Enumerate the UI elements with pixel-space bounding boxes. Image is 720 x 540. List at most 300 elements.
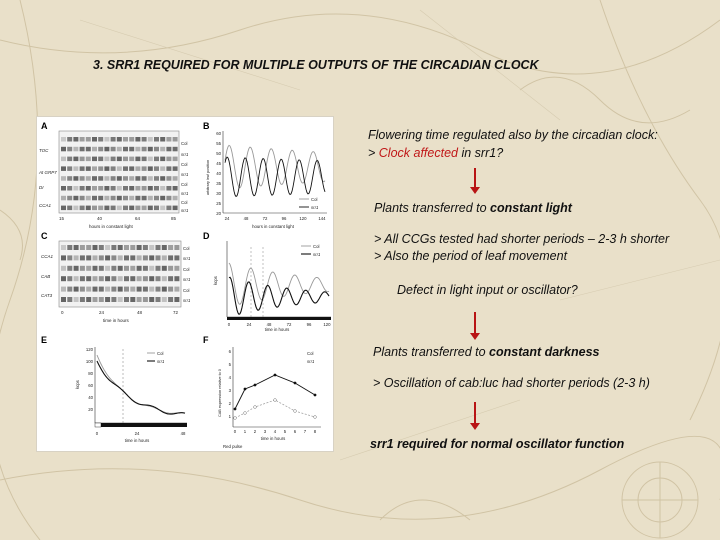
blot-band: [61, 157, 66, 162]
blot-band: [111, 186, 116, 191]
panel-e-xtick: 0: [95, 431, 99, 436]
note-clock-question: [368, 146, 503, 160]
blot-band: [148, 206, 153, 211]
blot-band: [148, 137, 153, 142]
blot-band: [166, 147, 171, 152]
blot-band: [154, 196, 159, 201]
panel-f-xtick: 4: [273, 429, 277, 434]
blot-band: [74, 245, 79, 250]
blot-band: [117, 186, 122, 191]
panel-f-point: [244, 388, 247, 391]
note-prefix: >: [368, 146, 379, 160]
panel-e-ytick: 40: [88, 395, 93, 400]
blot-band: [98, 157, 103, 162]
blot-band: [105, 245, 110, 250]
blot-band: [135, 166, 140, 171]
blot-band: [135, 157, 140, 162]
note-input-or-oscillator: Defect in light input or oscillator?: [397, 283, 578, 297]
blot-band: [149, 245, 154, 250]
blot-band: [61, 147, 66, 152]
blot-band: [154, 206, 159, 211]
blot-band: [124, 266, 129, 271]
blot-band: [99, 287, 104, 292]
blot-band: [98, 186, 103, 191]
blot-band: [168, 245, 173, 250]
blot-band: [80, 297, 85, 302]
blot-band: [74, 276, 79, 281]
panel-c-tick: 72: [173, 310, 179, 315]
panel-a-lane-label: srr1: [181, 208, 189, 213]
blot-band: [80, 137, 85, 142]
panel-e-ylabel: kcps: [75, 380, 80, 389]
blot-band: [86, 157, 91, 162]
panel-c-tick: 0: [61, 310, 64, 315]
blot-band: [154, 147, 159, 152]
blot-band: [166, 176, 171, 181]
note-clock-affected: Clock affected: [378, 146, 458, 160]
panel-d-xtick: 72: [286, 322, 292, 327]
blot-band: [168, 276, 173, 281]
blot-band: [61, 186, 66, 191]
blot-band: [74, 255, 79, 260]
blot-band: [168, 297, 173, 302]
blot-band: [154, 137, 159, 142]
blot-band: [160, 186, 165, 191]
blot-band: [149, 266, 154, 271]
panel-e-xtick: 48: [180, 431, 186, 436]
panel-f-ytick: 1: [228, 414, 231, 419]
panel-f-point: [314, 416, 317, 419]
panel-label-d: D: [203, 231, 210, 241]
panel-e-legend: Col: [157, 351, 164, 356]
panel-a-tick: 64: [135, 216, 141, 221]
blot-band: [104, 166, 109, 171]
blot-band: [135, 206, 140, 211]
panel-d-legend: Col: [313, 244, 320, 249]
blot-band: [111, 147, 116, 152]
blot-band: [93, 287, 98, 292]
blot-band: [173, 196, 178, 201]
blot-band: [73, 166, 78, 171]
blot-band: [135, 137, 140, 142]
blot-band: [117, 137, 122, 142]
blot-band: [61, 206, 66, 211]
blot-band: [98, 176, 103, 181]
panel-f-xtick: 3: [263, 429, 267, 434]
panel-c-xlabel: time in hours: [103, 318, 129, 323]
panel-f-xtick: 8: [313, 429, 317, 434]
blot-band: [118, 276, 123, 281]
blot-band: [104, 206, 109, 211]
panel-f-legend: Col: [307, 351, 314, 356]
blot-band: [61, 255, 66, 260]
blot-band: [104, 176, 109, 181]
blot-band: [129, 166, 134, 171]
blot-band: [130, 245, 135, 250]
blot-band: [111, 255, 116, 260]
blot-band: [174, 245, 179, 250]
blot-band: [156, 245, 161, 250]
blot-band: [80, 245, 85, 250]
blot-band: [93, 297, 98, 302]
panel-b-xtick: 24: [224, 216, 230, 221]
panel-b-legend: Col: [311, 197, 318, 202]
blot-band: [148, 157, 153, 162]
blot-band: [111, 287, 116, 292]
blot-band: [111, 137, 116, 142]
blot-band: [73, 196, 78, 201]
blot-band: [173, 206, 178, 211]
panel-a-tick: 85: [171, 216, 177, 221]
blot-band: [124, 297, 129, 302]
panel-e-ytick: 60: [88, 383, 93, 388]
panel-d-xtick: 120: [323, 322, 331, 327]
blot-band: [80, 276, 85, 281]
blot-band: [162, 297, 167, 302]
panel-b-ytick: 20: [216, 211, 221, 216]
blot-band: [129, 137, 134, 142]
blot-band: [160, 206, 165, 211]
blot-band: [143, 297, 148, 302]
blot-band: [118, 287, 123, 292]
blot-band: [117, 206, 122, 211]
blot-band: [92, 176, 97, 181]
panel-a-lane-label: Col: [181, 200, 188, 205]
blot-band: [118, 297, 123, 302]
panel-a-tick: 40: [97, 216, 103, 221]
blot-band: [118, 245, 123, 250]
panel-c-blots: [59, 241, 181, 307]
panel-e-ytick: 120: [85, 347, 93, 352]
panel-f-point: [244, 412, 247, 415]
blot-band: [67, 245, 72, 250]
blot-band: [130, 297, 135, 302]
blot-band: [105, 287, 110, 292]
blot-band: [61, 297, 66, 302]
blot-band: [130, 255, 135, 260]
blot-band: [111, 266, 116, 271]
blot-band: [166, 166, 171, 171]
blot-band: [154, 176, 159, 181]
blot-band: [99, 266, 104, 271]
blot-band: [67, 206, 72, 211]
blot-band: [80, 196, 85, 201]
blot-band: [92, 157, 97, 162]
panel-d-xtick: 0: [227, 322, 231, 327]
slide-title: 3. SRR1 REQUIRED FOR MULTIPLE OUTPUTS OF THE CIRCADIAN CLOCK: [93, 58, 539, 72]
blot-band: [174, 266, 179, 271]
blot-band: [129, 186, 134, 191]
blot-band: [137, 276, 142, 281]
blot-band: [148, 166, 153, 171]
panel-c-tick: 24: [99, 310, 105, 315]
panel-label-c: C: [41, 231, 48, 241]
blot-band: [142, 176, 147, 181]
blot-band: [173, 137, 178, 142]
panel-c-lane-label: srr1: [183, 277, 191, 282]
blot-band: [130, 276, 135, 281]
panel-f-ytick: 4: [228, 375, 231, 380]
figure-svg: [37, 117, 333, 451]
blot-band: [156, 297, 161, 302]
blot-band: [61, 166, 66, 171]
blot-band: [67, 186, 72, 191]
blot-band: [174, 255, 179, 260]
blot-band: [143, 266, 148, 271]
blot-band: [130, 287, 135, 292]
panel-b-xtick: 48: [243, 216, 249, 221]
panel-a-row-label: DI: [39, 185, 44, 190]
blot-band: [166, 206, 171, 211]
panel-d-ylabel: kcps: [213, 276, 218, 285]
note-conclusion: srr1 required for normal oscillator function: [370, 437, 625, 451]
blot-band: [142, 186, 147, 191]
panel-b-ytick: 25: [216, 201, 221, 206]
panel-e-xlabel: time in hours: [124, 438, 150, 443]
panel-f-point: [254, 406, 257, 409]
blot-band: [86, 137, 91, 142]
blot-band: [80, 147, 85, 152]
blot-band: [160, 137, 165, 142]
blot-band: [73, 147, 78, 152]
blot-band: [86, 245, 91, 250]
blot-band: [168, 266, 173, 271]
blot-band: [156, 255, 161, 260]
panel-e-xtick: 24: [134, 431, 140, 436]
blot-band: [173, 147, 178, 152]
panel-b-legend: srr1: [311, 205, 319, 210]
panel-b-xtick: 72: [262, 216, 268, 221]
panel-f-footnote: Red pulse: [223, 444, 243, 449]
blot-band: [80, 206, 85, 211]
panel-a-lane-label: srr1: [181, 191, 189, 196]
blot-band: [111, 166, 116, 171]
panel-b-xtick: 120: [299, 216, 307, 221]
panel-b-ylabel: arbitrary leaf position: [206, 159, 210, 195]
blot-band: [154, 157, 159, 162]
panel-f-legend: srr1: [307, 359, 315, 364]
blot-band: [67, 166, 72, 171]
panel-d-legend: srr1: [313, 252, 321, 257]
blot-band: [92, 147, 97, 152]
blot-band: [80, 266, 85, 271]
blot-band: [105, 255, 110, 260]
panel-a-lane-label: srr1: [181, 172, 189, 177]
panel-b-ytick: 35: [216, 181, 221, 186]
blot-band: [67, 147, 72, 152]
blot-band: [130, 266, 135, 271]
blot-band: [104, 137, 109, 142]
blot-band: [149, 255, 154, 260]
blot-band: [93, 245, 98, 250]
blot-band: [67, 196, 72, 201]
note-shorter-periods: > All CCGs tested had shorter periods – 2-3 h shorter: [374, 232, 670, 246]
figure-panels: [36, 116, 334, 452]
panel-f-ytick: 5: [228, 362, 231, 367]
blot-band: [67, 137, 72, 142]
blot-band: [92, 137, 97, 142]
blot-band: [99, 276, 104, 281]
panel-e-legend: srr1: [157, 359, 165, 364]
blot-band: [92, 206, 97, 211]
panel-f-xtick: 5: [283, 429, 287, 434]
blot-band: [105, 297, 110, 302]
blot-band: [137, 255, 142, 260]
blot-band: [80, 186, 85, 191]
blot-band: [92, 186, 97, 191]
panel-d-xtick: 48: [266, 322, 272, 327]
blot-band: [174, 276, 179, 281]
blot-band: [67, 287, 72, 292]
blot-band: [93, 266, 98, 271]
panel-b-xtick: 96: [281, 216, 287, 221]
blot-band: [98, 166, 103, 171]
blot-band: [117, 147, 122, 152]
panel-b-ytick: 40: [216, 171, 221, 176]
blot-band: [142, 196, 147, 201]
blot-band: [137, 245, 142, 250]
blot-band: [73, 206, 78, 211]
blot-band: [98, 147, 103, 152]
blot-band: [104, 196, 109, 201]
blot-band: [67, 266, 72, 271]
panel-c-row-label: CAB: [41, 274, 51, 279]
blot-band: [142, 166, 147, 171]
blot-band: [111, 196, 116, 201]
blot-band: [80, 166, 85, 171]
blot-band: [143, 287, 148, 292]
blot-band: [118, 266, 123, 271]
panel-f-xtick: 6: [293, 429, 297, 434]
blot-band: [117, 176, 122, 181]
blot-band: [143, 276, 148, 281]
blot-band: [148, 196, 153, 201]
blot-band: [111, 206, 116, 211]
panel-label-f: F: [203, 335, 209, 345]
panel-d-xtick: 96: [306, 322, 312, 327]
panel-b-ytick: 30: [216, 191, 221, 196]
blot-band: [86, 266, 91, 271]
blot-band: [149, 287, 154, 292]
blot-band: [156, 287, 161, 292]
blot-band: [142, 147, 147, 152]
blot-band: [104, 186, 109, 191]
blot-band: [156, 266, 161, 271]
blot-band: [98, 206, 103, 211]
blot-band: [162, 276, 167, 281]
blot-band: [73, 157, 78, 162]
note-cab-luc: > Oscillation of cab:luc had shorter periods (2-3 h): [373, 376, 650, 390]
panel-f-xlabel: time in hours: [260, 436, 286, 441]
blot-band: [73, 176, 78, 181]
panel-e-plot: [95, 347, 187, 427]
blot-band: [149, 297, 154, 302]
blot-band: [160, 157, 165, 162]
blot-band: [129, 206, 134, 211]
blot-band: [92, 166, 97, 171]
blot-band: [86, 287, 91, 292]
panel-a-row-label: At GRP7: [39, 170, 57, 175]
blot-band: [111, 297, 116, 302]
blot-band: [160, 147, 165, 152]
blot-band: [67, 255, 72, 260]
blot-band: [117, 166, 122, 171]
note-suffix: in srr1?: [458, 146, 504, 160]
blot-band: [117, 157, 122, 162]
blot-band: [98, 137, 103, 142]
panel-e-ytick: 20: [88, 407, 93, 412]
blot-band: [86, 176, 91, 181]
blot-band: [137, 287, 142, 292]
panel-a-xlabel: hours in constant light: [89, 224, 133, 229]
blot-band: [61, 266, 66, 271]
blot-band: [124, 287, 129, 292]
blot-band: [61, 287, 66, 292]
panel-f-ytick: 6: [228, 349, 231, 354]
blot-band: [123, 137, 128, 142]
blot-band: [166, 186, 171, 191]
panel-c-lane-label: srr1: [183, 298, 191, 303]
blot-band: [129, 176, 134, 181]
blot-band: [148, 176, 153, 181]
panel-c-lane-label: Col: [183, 246, 190, 251]
blot-band: [160, 196, 165, 201]
panel-c-tick: 48: [137, 310, 143, 315]
blot-band: [86, 196, 91, 201]
blot-band: [61, 176, 66, 181]
blot-band: [98, 196, 103, 201]
panel-a-lane-label: Col: [181, 162, 188, 167]
blot-band: [142, 157, 147, 162]
flow-arrow: [474, 312, 476, 334]
blot-band: [105, 266, 110, 271]
panel-a-lane-label: Col: [181, 141, 188, 146]
blot-band: [148, 186, 153, 191]
blot-band: [160, 176, 165, 181]
panel-c-lane-label: srr1: [183, 256, 191, 261]
panel-b-xlabel: hours in constant light: [252, 224, 294, 229]
blot-band: [80, 287, 85, 292]
blot-band: [61, 245, 66, 250]
flow-arrow: [474, 402, 476, 424]
note-constant-light: [374, 201, 572, 215]
note-step-emphasis: constant light: [490, 201, 572, 215]
blot-band: [129, 157, 134, 162]
blot-band: [61, 196, 66, 201]
blot-band: [104, 157, 109, 162]
blot-band: [166, 196, 171, 201]
panel-b-ytick: 45: [216, 161, 221, 166]
panel-f-xtick: 1: [243, 429, 247, 434]
blot-band: [80, 255, 85, 260]
panel-f-ylabel: CAB expression relative to 0: [218, 369, 222, 417]
blot-band: [67, 157, 72, 162]
panel-a-row-label: CCA1: [39, 203, 52, 208]
blot-band: [160, 166, 165, 171]
blot-band: [173, 186, 178, 191]
panel-f-xtick: 2: [253, 429, 257, 434]
blot-band: [137, 266, 142, 271]
panel-f-point: [294, 382, 297, 385]
blot-band: [86, 147, 91, 152]
blot-band: [61, 276, 66, 281]
blot-band: [105, 276, 110, 281]
blot-band: [123, 147, 128, 152]
panel-b-ytick: 50: [216, 151, 221, 156]
blot-band: [86, 186, 91, 191]
blot-band: [135, 176, 140, 181]
panel-f-point: [274, 399, 277, 402]
